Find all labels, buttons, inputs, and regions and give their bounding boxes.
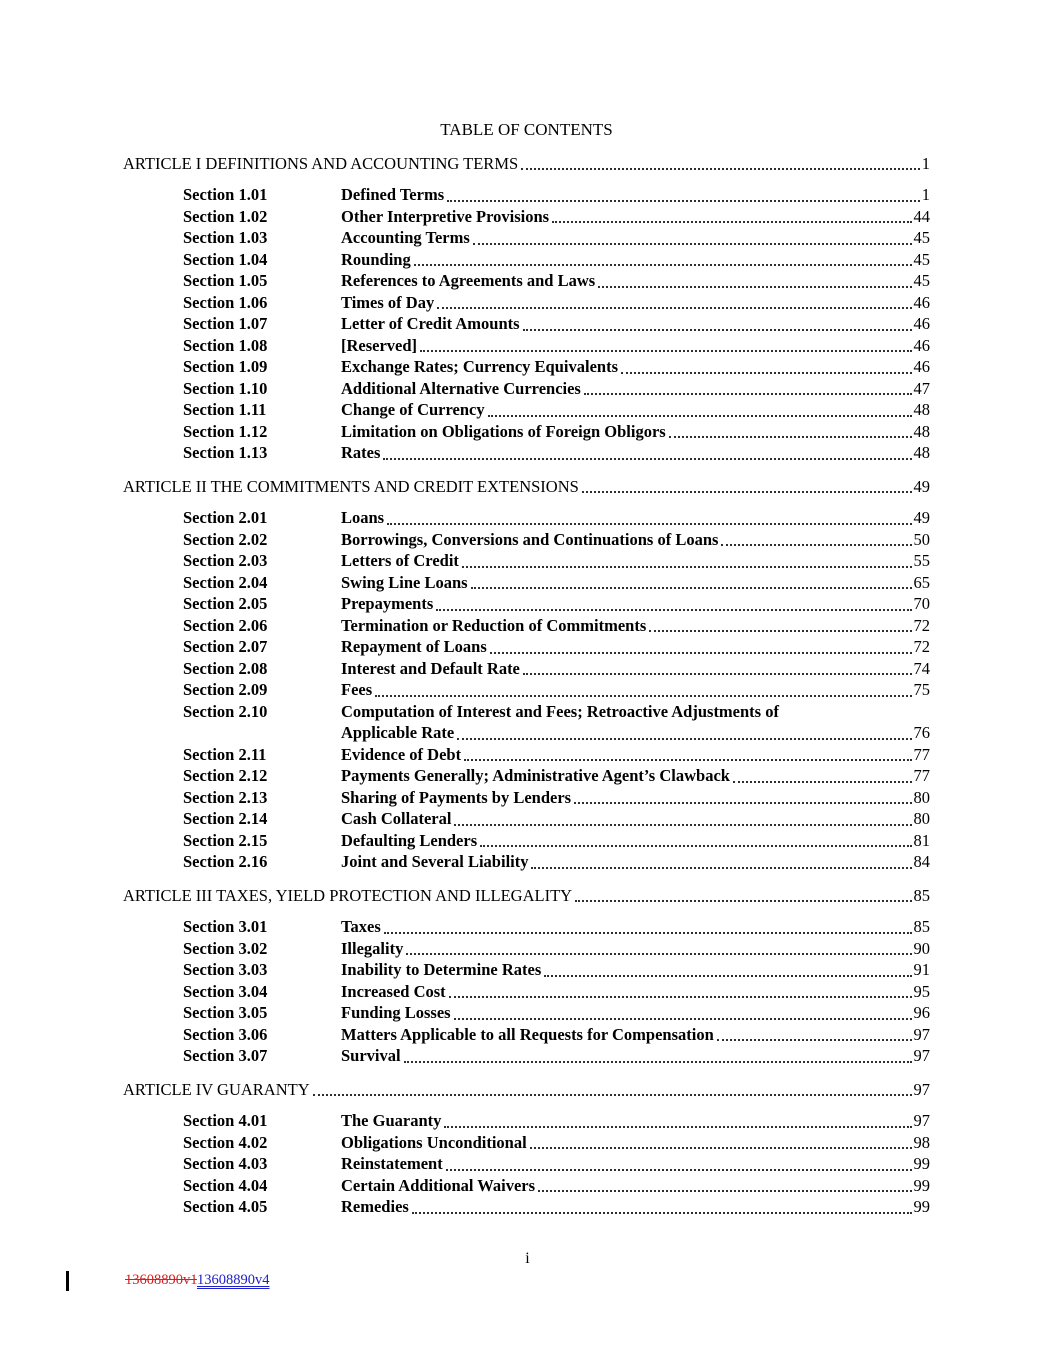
dot-leader — [436, 609, 911, 611]
page-title: TABLE OF CONTENTS — [440, 120, 613, 139]
dot-leader — [530, 1147, 912, 1149]
dot-leader — [447, 200, 920, 202]
toc-section-row — [123, 787, 930, 809]
article-heading: ARTICLE II THE COMMITMENTS AND CREDIT EXTENSIONS — [123, 476, 579, 496]
dot-leader — [383, 458, 911, 460]
section-title: Certain Additional Waivers — [341, 1175, 536, 1195]
section-title: Times of Day — [341, 292, 435, 312]
dot-leader — [375, 695, 911, 697]
deleted-version-number: 13608890v1 — [125, 1272, 197, 1288]
section-number: Section 3.03 — [183, 960, 268, 979]
dot-leader — [488, 415, 912, 417]
footer-version-line — [125, 1271, 269, 1290]
page-number: 95 — [913, 981, 930, 1001]
page-number: 97 — [913, 1111, 930, 1130]
page-number: 99 — [913, 1154, 930, 1173]
page-number: 80 — [913, 809, 930, 828]
toc-section-row — [123, 593, 930, 615]
page-number: 90 — [913, 938, 930, 958]
section-number: Section 2.16 — [183, 852, 268, 871]
section-title: Termination or Reduction of Commitments — [341, 615, 647, 635]
dot-leader — [313, 1094, 912, 1096]
toc-section-row — [123, 206, 930, 228]
section-number: Section 1.04 — [183, 249, 268, 269]
page-number: 96 — [913, 1003, 930, 1022]
toc-section-row — [123, 1024, 930, 1046]
article-heading: ARTICLE III TAXES, YIELD PROTECTION AND ILLEGALITY — [123, 885, 573, 905]
dot-leader — [471, 587, 912, 589]
page-number: 84 — [913, 852, 930, 871]
section-title: Cash Collateral — [341, 809, 452, 828]
dot-leader — [598, 286, 911, 288]
page-number: 77 — [913, 766, 930, 785]
section-title: Computation of Interest and Fees; Retroactive Adjustments of — [341, 701, 779, 721]
page-number: 80 — [913, 787, 930, 807]
section-number: Section 3.04 — [183, 981, 268, 1001]
section-number: Section 2.04 — [183, 572, 268, 592]
dot-leader — [444, 1126, 911, 1128]
dot-leader — [521, 168, 920, 170]
toc-section-row — [123, 270, 930, 292]
section-title: Survival — [341, 1046, 401, 1065]
page-number: 99 — [913, 1175, 930, 1195]
page-number: 81 — [913, 830, 930, 850]
section-number: Section 2.15 — [183, 830, 268, 850]
toc-section-row — [123, 335, 930, 357]
page-number: 49 — [913, 476, 930, 496]
page-number: 65 — [913, 572, 930, 592]
section-title: Borrowings, Conversions and Continuations of Loans — [341, 529, 719, 549]
page-number: 77 — [913, 744, 930, 764]
section-title: Joint and Several Liability — [341, 852, 529, 871]
section-number: Section 2.14 — [183, 809, 268, 828]
toc-section-row — [123, 507, 930, 529]
section-number: Section 1.06 — [183, 292, 268, 312]
section-title: [Reserved] — [341, 335, 418, 355]
section-number: Section 2.13 — [183, 787, 268, 807]
page-number: 49 — [913, 508, 930, 527]
toc-section-row — [123, 1175, 930, 1197]
toc-section-row — [123, 442, 930, 464]
dot-leader — [480, 845, 911, 847]
toc-section-row — [123, 658, 930, 680]
section-number: Section 2.12 — [183, 766, 268, 785]
section-number: Section 1.12 — [183, 421, 268, 441]
toc-section-row — [123, 313, 930, 335]
section-title: Inability to Determine Rates — [341, 960, 542, 979]
section-title: Illegality — [341, 938, 404, 958]
section-number: Section 4.03 — [183, 1154, 268, 1173]
toc-section-row — [123, 529, 930, 551]
dot-leader — [544, 975, 911, 977]
page-number: 46 — [913, 335, 930, 355]
toc-section-row — [123, 808, 930, 830]
section-number: Section 1.13 — [183, 443, 268, 462]
section-number: Section 2.03 — [183, 551, 268, 570]
page-number: 97 — [913, 1079, 930, 1099]
toc-section-row — [123, 744, 930, 766]
section-number: Section 1.08 — [183, 335, 268, 355]
page-number: 72 — [913, 637, 930, 656]
toc-section-row — [123, 851, 930, 873]
dot-leader — [414, 264, 912, 266]
section-number: Section 4.01 — [183, 1111, 268, 1130]
section-title: Other Interpretive Provisions — [341, 206, 550, 226]
toc-section-row — [123, 249, 930, 271]
section-title: Defined Terms — [341, 185, 445, 204]
section-number: Section 3.05 — [183, 1003, 268, 1022]
toc-article-row — [123, 476, 930, 498]
section-title: Exchange Rates; Currency Equivalents — [341, 357, 618, 376]
dot-leader — [523, 329, 912, 331]
dot-leader — [649, 630, 911, 632]
section-title: Swing Line Loans — [341, 572, 468, 592]
toc-section-row — [123, 615, 930, 637]
toc-section-row — [123, 356, 930, 378]
page-number: 45 — [913, 249, 930, 269]
section-title: Repayment of Loans — [341, 637, 487, 656]
toc — [123, 153, 930, 1218]
page-number: 98 — [913, 1132, 930, 1152]
toc-section-row — [123, 916, 930, 938]
page-number: 46 — [913, 357, 930, 376]
page-number: 46 — [913, 314, 930, 333]
section-title: References to Agreements and Laws — [341, 271, 596, 290]
section-number: Section 2.06 — [183, 615, 268, 635]
dot-leader — [669, 436, 912, 438]
section-number: Section 2.08 — [183, 658, 268, 678]
dot-leader — [721, 544, 911, 546]
toc-section-row — [123, 1153, 930, 1175]
section-title: The Guaranty — [341, 1111, 442, 1130]
dot-leader — [574, 802, 911, 804]
section-title: Limitation on Obligations of Foreign Obligors — [341, 421, 666, 441]
toc-section-row-continuation — [123, 722, 930, 744]
section-title: Obligations Unconditional — [341, 1132, 527, 1152]
dot-leader — [457, 738, 911, 740]
page-number: 91 — [913, 960, 930, 979]
dot-leader — [717, 1039, 912, 1041]
toc-article-row — [123, 153, 930, 175]
section-title: Interest and Default Rate — [341, 658, 520, 678]
section-title: Fees — [341, 680, 373, 699]
toc-section-row — [123, 679, 930, 701]
section-title: Funding Losses — [341, 1003, 451, 1022]
dot-leader — [412, 1212, 912, 1214]
dot-leader — [387, 523, 911, 525]
section-number: Section 1.10 — [183, 378, 268, 398]
page-number: 1 — [921, 153, 930, 173]
section-title: Rounding — [341, 249, 411, 269]
section-title: Defaulting Lenders — [341, 830, 478, 850]
section-title: Letters of Credit — [341, 551, 459, 570]
page-number: 48 — [913, 421, 930, 441]
toc-section-row — [123, 378, 930, 400]
toc-section-row — [123, 1110, 930, 1132]
toc-article-row — [123, 1079, 930, 1101]
section-title: Additional Alternative Currencies — [341, 378, 581, 398]
section-title: Remedies — [341, 1197, 409, 1216]
section-number: Section 2.05 — [183, 594, 268, 613]
toc-section-row — [123, 292, 930, 314]
toc-section-row — [123, 636, 930, 658]
page-number: 50 — [913, 529, 930, 549]
dot-leader — [733, 781, 912, 783]
dot-leader — [464, 759, 911, 761]
section-number: Section 3.07 — [183, 1046, 268, 1065]
section-title: Reinstatement — [341, 1154, 443, 1173]
dot-leader — [404, 1061, 912, 1063]
dot-leader — [523, 673, 912, 675]
section-title: Taxes — [341, 917, 381, 936]
section-number: Section 4.05 — [183, 1197, 268, 1216]
page-number: 70 — [913, 594, 930, 613]
section-title: Accounting Terms — [341, 228, 470, 247]
section-number: Section 1.11 — [183, 400, 267, 419]
dot-leader — [473, 243, 912, 245]
dot-leader — [454, 1018, 912, 1020]
toc-section-row — [123, 1196, 930, 1218]
dot-leader — [490, 652, 912, 654]
section-number: Section 4.04 — [183, 1175, 268, 1195]
page-number: 45 — [913, 271, 930, 290]
page-number: 75 — [913, 680, 930, 699]
toc-content — [123, 119, 930, 1218]
revision-change-bar — [66, 1271, 69, 1291]
section-number: Section 1.05 — [183, 271, 268, 290]
section-title: Applicable Rate — [341, 723, 455, 742]
section-title: Letter of Credit Amounts — [341, 314, 520, 333]
article-heading: ARTICLE I DEFINITIONS AND ACCOUNTING TERMS — [123, 153, 519, 173]
toc-section-row — [123, 938, 930, 960]
toc-section-row — [123, 981, 930, 1003]
dot-leader — [584, 393, 912, 395]
dot-leader — [384, 932, 912, 934]
section-number: Section 2.10 — [183, 701, 268, 721]
section-number: Section 3.06 — [183, 1024, 268, 1044]
dot-leader — [462, 566, 912, 568]
section-title: Increased Cost — [341, 981, 446, 1001]
page-number: 46 — [913, 292, 930, 312]
toc-section-row — [123, 830, 930, 852]
toc-section-row — [123, 701, 930, 723]
toc-section-row — [123, 765, 930, 787]
section-number: Section 1.03 — [183, 228, 268, 247]
section-number: Section 1.01 — [183, 185, 268, 204]
page-number: 74 — [913, 658, 930, 678]
section-title: Payments Generally; Administrative Agent’s Clawback — [341, 766, 730, 785]
toc-section-row — [123, 1045, 930, 1067]
page-number: 76 — [913, 723, 930, 742]
toc-section-row — [123, 1002, 930, 1024]
toc-article-row — [123, 885, 930, 907]
inserted-version-number: 13608890v4 — [196, 1272, 270, 1288]
page-number: 55 — [913, 551, 930, 570]
section-title: Sharing of Payments by Lenders — [341, 787, 572, 807]
page-number: 72 — [913, 615, 930, 635]
section-number: Section 2.09 — [183, 680, 268, 699]
section-number: Section 3.02 — [183, 938, 268, 958]
section-title: Matters Applicable to all Requests for Compensation — [341, 1024, 714, 1044]
page-number: 48 — [913, 400, 930, 419]
page-number: 44 — [913, 206, 930, 226]
dot-leader — [538, 1190, 911, 1192]
dot-leader — [449, 996, 912, 998]
section-number: Section 1.07 — [183, 314, 268, 333]
section-number: Section 2.02 — [183, 529, 268, 549]
page-number: 97 — [913, 1024, 930, 1044]
toc-section-row — [123, 1132, 930, 1154]
section-number: Section 1.02 — [183, 206, 268, 226]
toc-section-row — [123, 227, 930, 249]
article-heading: ARTICLE IV GUARANTY — [123, 1079, 310, 1099]
dot-leader — [531, 867, 911, 869]
section-title: Evidence of Debt — [341, 744, 462, 764]
section-number: Section 3.01 — [183, 917, 268, 936]
section-title: Change of Currency — [341, 400, 485, 419]
dot-leader — [575, 900, 911, 902]
section-number: Section 2.01 — [183, 508, 268, 527]
page-number: 47 — [913, 378, 930, 398]
footer-page-number: i — [525, 1250, 530, 1267]
page-number: 48 — [913, 443, 930, 462]
toc-section-row — [123, 421, 930, 443]
dot-leader — [552, 221, 911, 223]
dot-leader — [454, 824, 911, 826]
dot-leader — [621, 372, 912, 374]
dot-leader — [420, 350, 911, 352]
dot-leader — [582, 491, 912, 493]
page-number: 1 — [921, 185, 930, 204]
section-title: Loans — [341, 508, 385, 527]
page-number: 85 — [913, 917, 930, 936]
section-number: Section 2.07 — [183, 637, 268, 656]
toc-section-row — [123, 572, 930, 594]
toc-section-row — [123, 550, 930, 572]
page-number: 85 — [913, 885, 930, 905]
toc-section-row — [123, 184, 930, 206]
dot-leader — [437, 307, 911, 309]
section-number: Section 4.02 — [183, 1132, 268, 1152]
section-title: Rates — [341, 443, 381, 462]
section-title: Prepayments — [341, 594, 434, 613]
dot-leader — [446, 1169, 912, 1171]
toc-section-row — [123, 959, 930, 981]
section-number: Section 1.09 — [183, 357, 268, 376]
dot-leader — [406, 953, 911, 955]
page-number: 97 — [913, 1046, 930, 1065]
page-number: 45 — [913, 228, 930, 247]
toc-section-row — [123, 399, 930, 421]
section-number: Section 2.11 — [183, 744, 267, 764]
page-number: 99 — [913, 1197, 930, 1216]
